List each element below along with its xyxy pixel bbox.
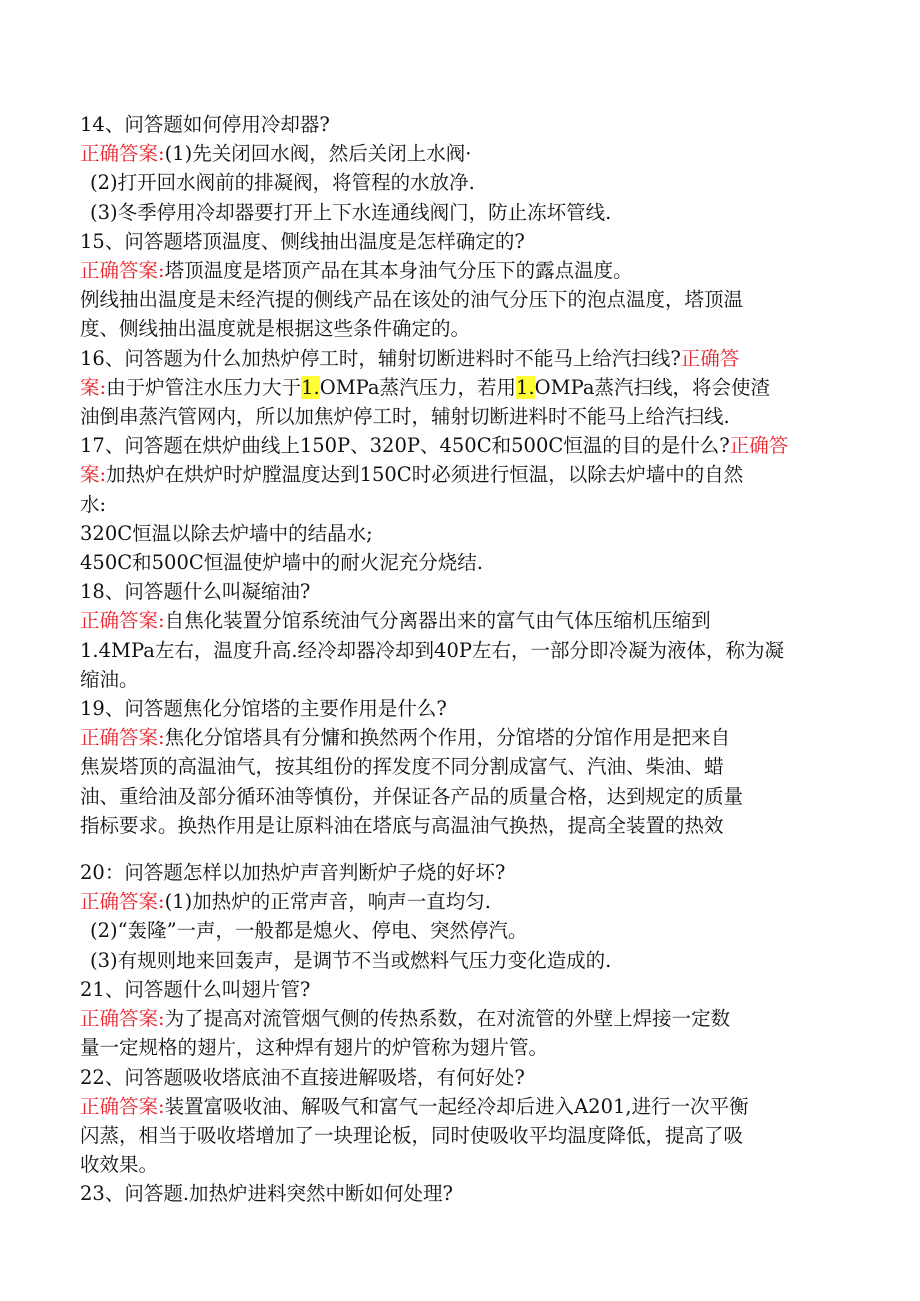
answer-label: 正确答案: — [80, 259, 165, 283]
question-14: 14、问答题如何停用冷却器? — [80, 113, 330, 136]
answer-text: 由于炉管注水压力大于 — [106, 375, 302, 399]
answer-21-line-1 — [80, 1004, 840, 1033]
answer-22-line-2: 闪蒸，相当于吸收塔增加了一块理论板，同时使吸收平均温度降低，提高了吸 — [80, 1123, 744, 1147]
question-18: 18、问答题什么叫凝缩油? — [80, 580, 311, 604]
answer-text: 加热炉在烘炉时炉膛温度达到150C时必须进行恒温，以除去炉墙中的自然 — [106, 463, 744, 487]
answer-16-line-1 — [80, 373, 840, 402]
answer-19-line-4: 指标要求。换热作用是让原料油在塔底与高温油气换热，提高全装置的热效 — [80, 813, 724, 837]
question-15: 15、问答题塔顶温度、侧线抽出温度是怎样确定的? — [80, 229, 525, 253]
question-21: 21、问答题什么叫翅片管? — [80, 977, 311, 1001]
answer-text: 塔顶温度是塔顶产品在其本身油气分压下的露点温度。 — [164, 259, 633, 283]
answer-15-line-1 — [80, 256, 840, 285]
highlighted-text: 1. — [301, 375, 320, 399]
answer-text: 自焦化装置分馆系统油气分离器出来的富气由气体压缩机压缩到 — [164, 609, 711, 633]
answer-label: 案: — [80, 463, 107, 487]
answer-text: OMPa蒸汽压力，若用 — [319, 375, 517, 399]
answer-22-line-3: 收效果。 — [80, 1153, 159, 1177]
answer-15-line-2: 例线抽出温度是未经汽提的侧线产品在该处的油气分压下的泡点温度，塔顶温 — [80, 288, 744, 312]
answer-18-line-1 — [80, 606, 840, 635]
answer-label: 正确答 — [680, 346, 740, 370]
question-16 — [80, 344, 840, 373]
answer-label: 正确答案: — [80, 726, 165, 750]
answer-19-line-3: 油、重给油及部分循环油等慎份，并保证各产品的质量合格，达到规定的质量 — [80, 784, 744, 808]
answer-19-line-1 — [80, 723, 840, 752]
answer-label: 正确答案: — [80, 609, 165, 633]
answer-text: 为了提高对流管烟气侧的传热系数，在对流管的外壁上焊接一定数 — [164, 1007, 731, 1031]
question-23: 23、问答题.加热炉进料突然中断如何处理? — [80, 1182, 453, 1206]
answer-text: 焦化分馆塔具有分慵和换然两个作用，分馆塔的分馆作用是把来自 — [164, 726, 731, 750]
question-17 — [80, 431, 840, 460]
answer-17-line-1 — [80, 460, 840, 489]
answer-20-line-1 — [80, 887, 840, 916]
answer-18-line-3: 缩油。 — [80, 667, 139, 691]
answer-17-line-2: 水: — [80, 492, 107, 516]
answer-label: 案: — [80, 375, 107, 399]
answer-20-line-2: (2)“轰隆”一声，一般都是熄火、停电、突然停汽。 — [90, 919, 528, 943]
answer-17-line-4: 450C和500C恒温使炉墙中的耐火泥充分烧结. — [80, 551, 483, 575]
answer-label: 正确答 — [729, 434, 789, 458]
answer-17-line-3: 320C恒温以除去炉墙中的结晶水; — [80, 521, 373, 545]
highlighted-text: 1. — [516, 375, 535, 399]
document-page — [80, 110, 840, 1209]
answer-15-line-3: 度、侧线抽出温度就是根据这些条件确定的。 — [80, 317, 471, 341]
answer-label: 正确答案: — [80, 142, 165, 166]
blank-gap — [80, 840, 840, 858]
answer-22-line-1 — [80, 1092, 840, 1121]
answer-label: 正确答案: — [80, 890, 165, 914]
answer-text: 装置富吸收油、解吸气和富气一起经冷却后进入A201,进行一次平衡 — [164, 1094, 749, 1118]
answer-text: (1)加热炉的正常声音，响声一直均匀. — [164, 890, 491, 914]
answer-16-line-2: 油倒串蒸汽管网内，所以加焦炉停工时，辅射切断进料时不能马上给汽扫线. — [80, 405, 730, 429]
answer-21-line-2: 量一定规格的翅片，这种焊有翅片的炉管称为翅片管。 — [80, 1036, 549, 1060]
answer-text: (1)先关闭回水阀，然后关闭上水阀· — [164, 142, 472, 166]
answer-19-line-2: 焦炭塔顶的高温油气，按其组份的挥发度不同分割成富气、汽油、柴油、蜡 — [80, 755, 724, 779]
answer-14-line-1 — [80, 139, 840, 168]
question-20: 20：问答题怎样以加热炉声音判断炉子烧的好坏? — [80, 861, 506, 885]
answer-label: 正确答案: — [80, 1007, 165, 1031]
question-19: 19、问答题焦化分馆塔的主要作用是什么? — [80, 697, 447, 721]
answer-18-line-2: 1.4MPa左右，温度升高.经冷却器冷却到40P左右，一部分即冷凝为液体，称为凝 — [80, 638, 784, 662]
answer-20-line-3: (3)有规则地来回轰声，是调节不当或燃料气压力变化造成的. — [90, 948, 612, 972]
answer-text: OMPa蒸汽扫线，将会使渣 — [534, 375, 770, 399]
question-text: 16、问答题为什么加热炉停工时，辅射切断进料时不能马上给汽扫线? — [80, 346, 681, 370]
question-22: 22、问答题吸收塔底油不直接进解吸塔，有何好处? — [80, 1065, 525, 1089]
answer-label: 正确答案: — [80, 1094, 165, 1118]
question-text: 17、问答题在烘炉曲线上150P、320P、450C和500C恒温的目的是什么? — [80, 434, 730, 458]
answer-14-line-3: (3)冬季停用冷却器要打开上下水连通线阀门，防止冻坏管线. — [90, 200, 612, 224]
answer-14-line-2: (2)打开回水阀前的排凝阀，将管程的水放净. — [90, 171, 475, 195]
